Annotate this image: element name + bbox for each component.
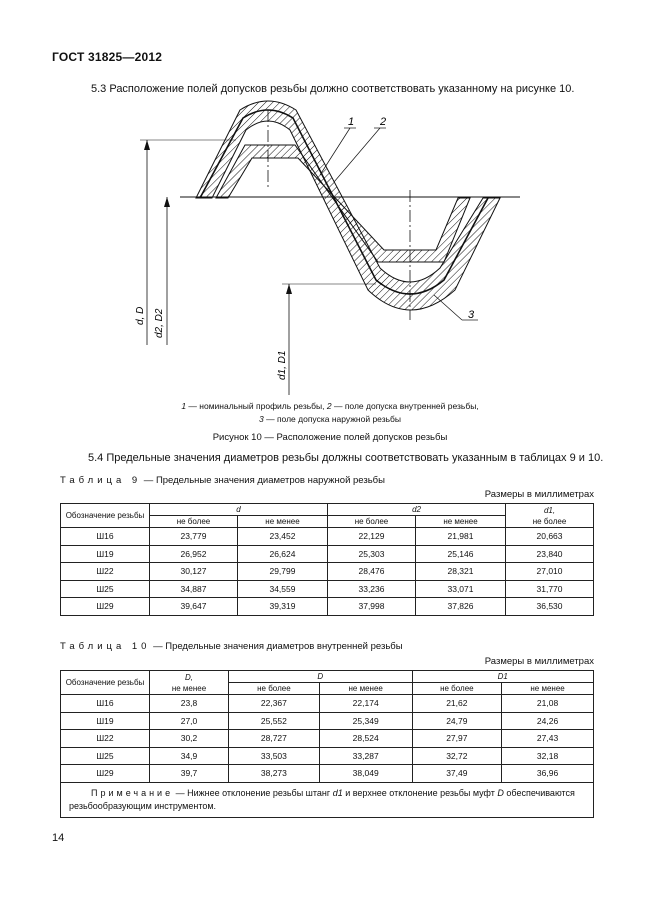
table-cell: 31,770: [506, 580, 594, 598]
table-row: [61, 563, 594, 581]
table-cell: Ш16: [61, 528, 150, 546]
table9-units: Размеры в миллиметрах: [484, 489, 594, 500]
table10-sub-min: не менее: [319, 683, 412, 695]
table9-header-d: d: [150, 504, 328, 516]
table-cell: 27,010: [506, 563, 594, 581]
table-cell: 24,79: [412, 712, 502, 730]
table-cell: Ш29: [61, 598, 150, 616]
table-cell: 32,18: [502, 747, 594, 765]
label-1: 1: [348, 116, 355, 128]
table10-sub-max: не более: [229, 683, 320, 695]
table10: [60, 670, 594, 818]
table-cell: 33,503: [229, 747, 320, 765]
table-cell: 37,49: [412, 765, 502, 783]
table-cell: Ш29: [61, 765, 150, 783]
table-cell: Ш19: [61, 545, 150, 563]
table-cell: 24,26: [502, 712, 594, 730]
table-row: [61, 695, 594, 713]
table-cell: 30,127: [150, 563, 238, 581]
table-cell: 22,129: [328, 528, 416, 546]
table-cell: 23,779: [150, 528, 238, 546]
table-cell: 23,840: [506, 545, 594, 563]
table-row: [61, 545, 594, 563]
table-cell: 21,981: [415, 528, 505, 546]
label-3: 3: [468, 309, 475, 321]
table10-header-D1: D1: [412, 671, 593, 683]
table9-header-d1: d1, не более: [506, 504, 594, 528]
table9-sub-max: не более: [328, 516, 416, 528]
table-cell: 37,826: [415, 598, 505, 616]
table10-note: Примечание — Нижнее отклонение резьбы штанг d1 и верхнее отклонение резьбы муфт D обеспечиваются резьбообразующим инструментом.: [61, 782, 594, 817]
table-cell: 22,367: [229, 695, 320, 713]
table-cell: Ш25: [61, 580, 150, 598]
table-row: [61, 765, 594, 783]
table-cell: 23,452: [237, 528, 327, 546]
table-cell: Ш16: [61, 695, 150, 713]
table-cell: 20,663: [506, 528, 594, 546]
table-cell: 38,049: [319, 765, 412, 783]
table-row: [61, 712, 594, 730]
table-cell: 21,62: [412, 695, 502, 713]
table-cell: 23,8: [150, 695, 229, 713]
table10-header-D-min: D, не менее: [150, 671, 229, 695]
table-cell: 34,887: [150, 580, 238, 598]
table-cell: Ш22: [61, 730, 150, 748]
table-cell: 28,524: [319, 730, 412, 748]
table-cell: 34,9: [150, 747, 229, 765]
table-cell: 26,624: [237, 545, 327, 563]
table10-sub-max: не более: [412, 683, 502, 695]
table9-header-designation: Обозначение резьбы: [61, 504, 150, 528]
table-cell: 27,97: [412, 730, 502, 748]
table-row: [61, 598, 594, 616]
table-cell: 38,273: [229, 765, 320, 783]
table-cell: 27,0: [150, 712, 229, 730]
table-cell: Ш19: [61, 712, 150, 730]
table-cell: Ш22: [61, 563, 150, 581]
table10-header-designation: Обозначение резьбы: [61, 671, 150, 695]
table-cell: 36,530: [506, 598, 594, 616]
table-cell: 26,952: [150, 545, 238, 563]
table9-sub-min: не менее: [237, 516, 327, 528]
table-row: [61, 528, 594, 546]
dim-label-d: d, D: [135, 306, 146, 325]
table-cell: 28,476: [328, 563, 416, 581]
dim-label-d2: d2, D2: [154, 308, 165, 338]
table10-caption: Таблица 10 — Предельные значения диаметров внутренней резьбы: [60, 641, 403, 652]
table-cell: 36,96: [502, 765, 594, 783]
figure-legend-line-2: 3 — поле допуска наружной резьбы: [258, 414, 402, 424]
table-cell: 37,998: [328, 598, 416, 616]
dim-label-d1: d1, D1: [277, 350, 288, 380]
table-cell: 33,236: [328, 580, 416, 598]
table10-units: Размеры в миллиметрах: [484, 656, 594, 667]
table10-sub-min: не менее: [502, 683, 594, 695]
table9: [60, 503, 594, 616]
table-row: [61, 782, 594, 817]
table-row: [61, 671, 594, 683]
section-5-4-text: 5.4 Предельные значения диаметров резьбы должны соответствовать указанным в таблицах 9 и 10.: [88, 452, 604, 464]
table-cell: 28,321: [415, 563, 505, 581]
table-cell: 25,349: [319, 712, 412, 730]
table-cell: 25,552: [229, 712, 320, 730]
table9-sub-min: не менее: [415, 516, 505, 528]
table-cell: 22,174: [319, 695, 412, 713]
table-cell: 34,559: [237, 580, 327, 598]
table9-caption: Таблица 9 — Предельные значения диаметров наружной резьбы: [60, 475, 385, 486]
figure-legend-line-1: 1 — номинальный профиль резьбы, 2 — поле допуска внутренней резьбы,: [181, 401, 479, 411]
table-cell: 29,799: [237, 563, 327, 581]
table-cell: 39,7: [150, 765, 229, 783]
table10-header-D: D: [229, 671, 413, 683]
table-cell: 27,43: [502, 730, 594, 748]
table-cell: 25,303: [328, 545, 416, 563]
table-row: [61, 747, 594, 765]
thread-tolerance-figure: [0, 0, 646, 440]
table-cell: 33,071: [415, 580, 505, 598]
table-cell: 33,287: [319, 747, 412, 765]
table-cell: Ш25: [61, 747, 150, 765]
table-row: [61, 504, 594, 516]
section-5-3-text: 5.3 Расположение полей допусков резьбы должно соответствовать указанному на рисунке 10.: [91, 83, 575, 95]
table-row: [61, 580, 594, 598]
table9-header-d2: d2: [328, 504, 506, 516]
label-2: 2: [380, 116, 387, 128]
table-cell: 32,72: [412, 747, 502, 765]
page-number: 14: [52, 832, 65, 844]
table-cell: 39,319: [237, 598, 327, 616]
table-cell: 21,08: [502, 695, 594, 713]
table-cell: 28,727: [229, 730, 320, 748]
table-row: [61, 730, 594, 748]
table-cell: 30,2: [150, 730, 229, 748]
standard-header: ГОСТ 31825—2012: [52, 50, 163, 64]
table-cell: 39,647: [150, 598, 238, 616]
figure-caption: Рисунок 10 — Расположение полей допусков резьбы: [212, 432, 448, 443]
table-cell: 25,146: [415, 545, 505, 563]
table9-sub-max: не более: [150, 516, 238, 528]
